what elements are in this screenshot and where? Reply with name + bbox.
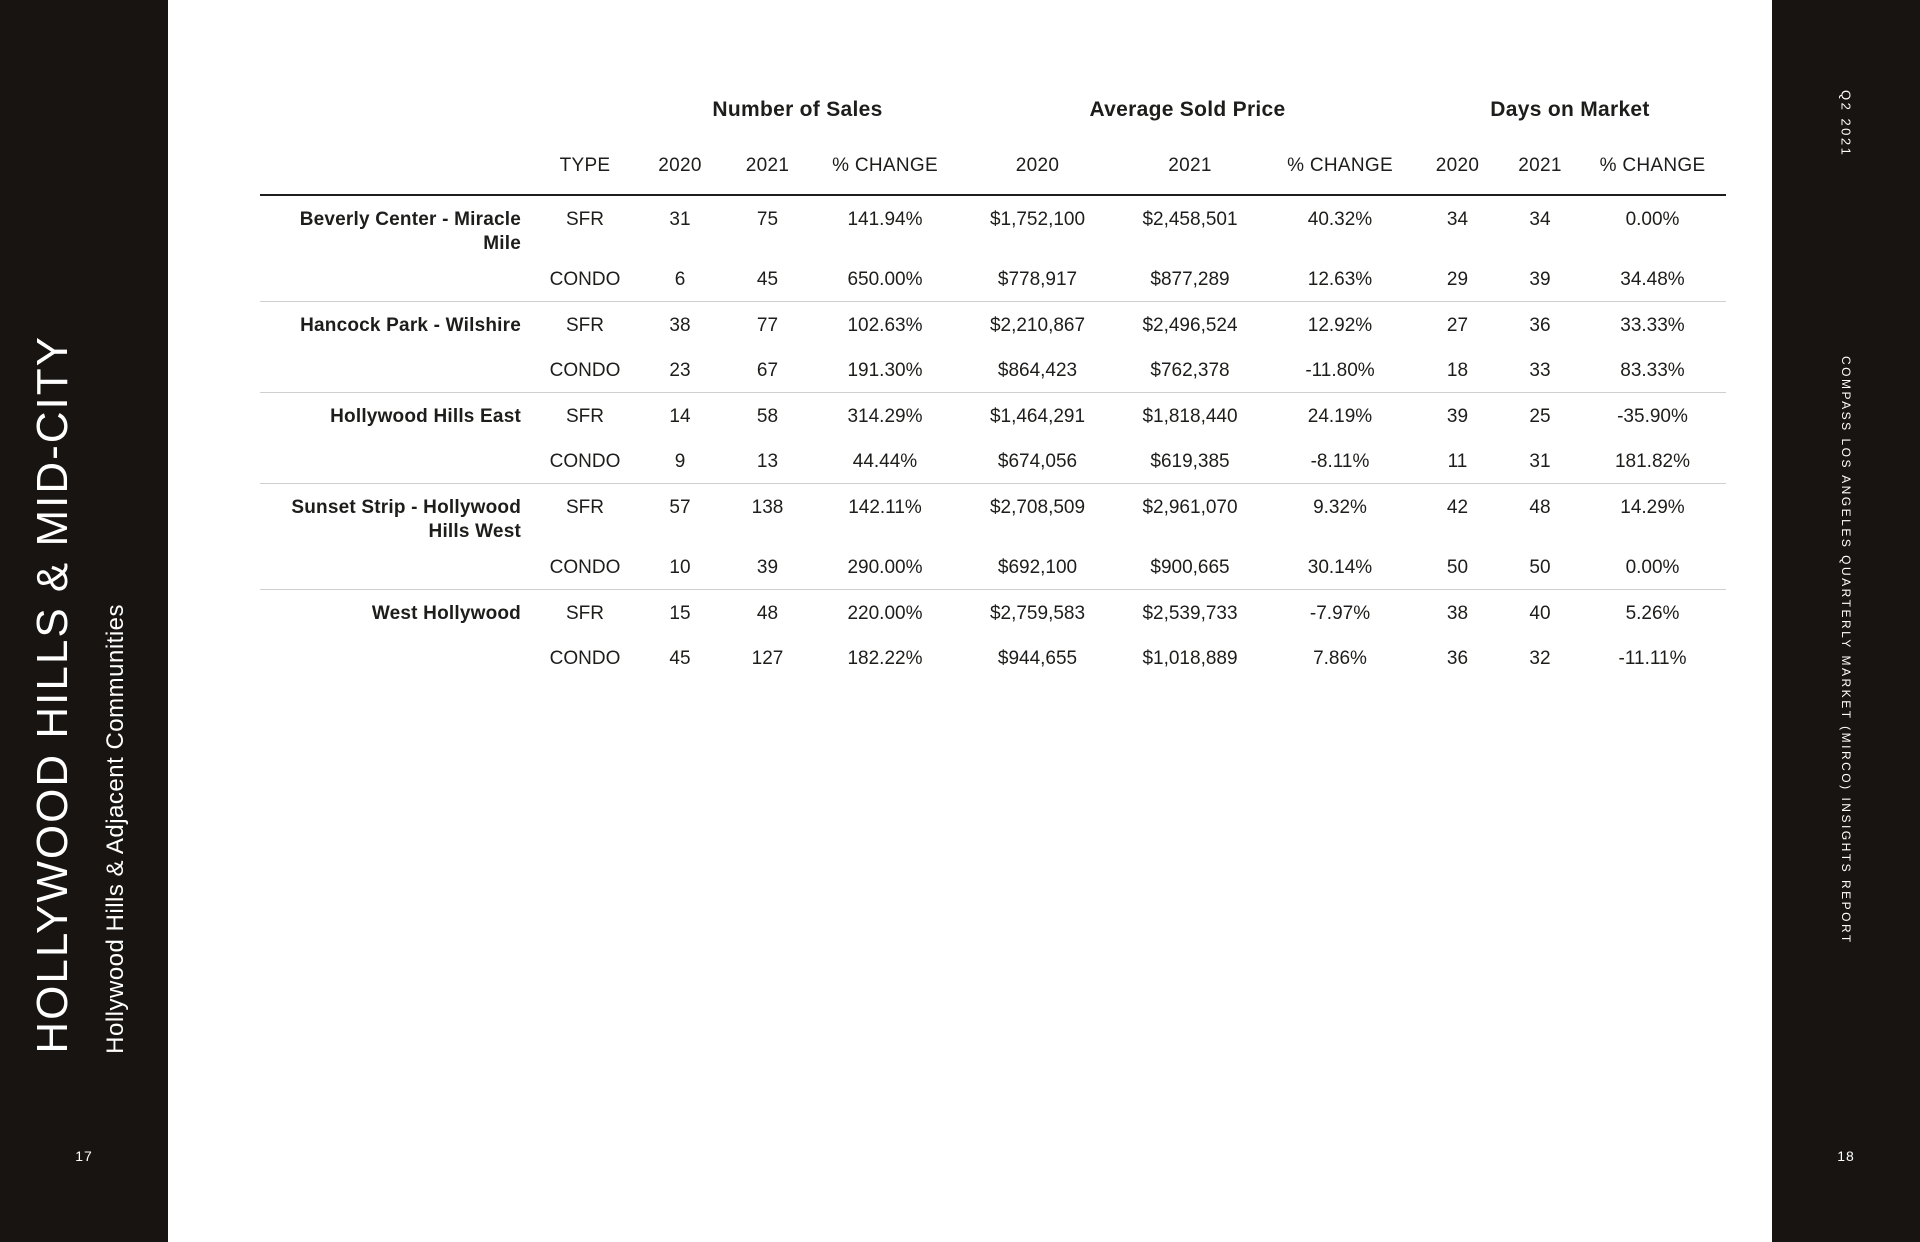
value-cell: 650.00% bbox=[847, 269, 923, 290]
value-cell: 11 bbox=[1447, 451, 1468, 472]
value-cell: $900,665 bbox=[1150, 557, 1230, 578]
section-header-average-sold-price: Average Sold Price bbox=[1089, 98, 1286, 121]
value-cell: 30.14% bbox=[1307, 557, 1373, 578]
value-cell: 7.86% bbox=[1313, 648, 1367, 669]
value-cell: 12.92% bbox=[1307, 315, 1373, 336]
value-cell: 31 bbox=[669, 209, 691, 230]
value-cell: 5.26% bbox=[1625, 603, 1680, 624]
value-cell: 18 bbox=[1446, 360, 1469, 381]
type-cell: SFR bbox=[566, 406, 604, 427]
neighborhood-label: Hancock Park - Wilshire bbox=[300, 315, 521, 336]
value-cell: 27 bbox=[1446, 315, 1469, 336]
value-cell: $1,018,889 bbox=[1142, 648, 1238, 669]
table-row bbox=[260, 438, 1726, 483]
type-cell: SFR bbox=[566, 315, 604, 336]
neighborhood-group bbox=[260, 483, 1726, 589]
neighborhood-label bbox=[260, 647, 535, 680]
neighborhood-label bbox=[260, 359, 535, 392]
column-header-type: TYPE bbox=[559, 155, 611, 176]
value-cell: 39 bbox=[1529, 269, 1551, 290]
neighborhood-label: West Hollywood bbox=[371, 603, 521, 624]
value-cell: $1,464,291 bbox=[989, 406, 1086, 427]
type-cell: CONDO bbox=[549, 451, 621, 472]
value-cell: 57 bbox=[669, 497, 691, 518]
value-cell: 48 bbox=[756, 603, 779, 624]
value-cell: 14 bbox=[669, 406, 691, 427]
column-header-price-2021: 2021 bbox=[1168, 155, 1212, 176]
value-cell: $762,378 bbox=[1150, 360, 1230, 381]
value-cell: 44.44% bbox=[852, 451, 918, 472]
value-cell: 191.30% bbox=[847, 360, 923, 381]
value-cell: 40.32% bbox=[1307, 209, 1373, 230]
column-header-price-2020: 2020 bbox=[1015, 155, 1060, 176]
value-cell: 34 bbox=[1446, 209, 1469, 230]
value-cell: $2,458,501 bbox=[1142, 209, 1238, 230]
value-cell: $944,655 bbox=[997, 648, 1078, 669]
value-cell: 33.33% bbox=[1620, 315, 1685, 336]
value-cell: 182.22% bbox=[847, 648, 923, 669]
value-cell: 39 bbox=[756, 557, 779, 578]
value-cell: 36 bbox=[1446, 648, 1469, 669]
value-cell: 9.32% bbox=[1313, 497, 1367, 518]
neighborhood-label: Sunset Strip - Hollywood Hills West bbox=[291, 497, 521, 542]
neighborhood-group bbox=[260, 392, 1726, 483]
neighborhood-group bbox=[260, 196, 1726, 301]
type-cell: SFR bbox=[566, 603, 604, 624]
section-header-number-of-sales: Number of Sales bbox=[712, 98, 883, 121]
value-cell: $692,100 bbox=[997, 557, 1078, 578]
table-body bbox=[260, 196, 1726, 680]
table-row bbox=[260, 590, 1726, 635]
value-cell: $2,961,070 bbox=[1142, 497, 1238, 518]
value-cell: $877,289 bbox=[1150, 269, 1230, 290]
value-cell: 25 bbox=[1529, 406, 1551, 427]
value-cell: $1,818,440 bbox=[1142, 406, 1238, 427]
value-cell: $2,496,524 bbox=[1142, 315, 1238, 336]
right-page-number: 18 bbox=[1837, 1148, 1855, 1164]
value-cell: $674,056 bbox=[997, 451, 1078, 472]
value-cell: -35.90% bbox=[1617, 406, 1688, 427]
value-cell: -11.80% bbox=[1305, 360, 1375, 381]
neighborhood-label: Beverly Center - Miracle Mile bbox=[299, 209, 521, 254]
market-stats-table bbox=[260, 96, 1726, 680]
value-cell: 23 bbox=[669, 360, 691, 381]
value-cell: 15 bbox=[669, 603, 691, 624]
table-row bbox=[260, 484, 1726, 544]
value-cell: 50 bbox=[1529, 557, 1551, 578]
neighborhood-group bbox=[260, 301, 1726, 392]
value-cell: 58 bbox=[756, 406, 779, 427]
table-row bbox=[260, 393, 1726, 438]
value-cell: 45 bbox=[756, 269, 779, 290]
neighborhood-label bbox=[260, 556, 535, 589]
column-header-dom-2021: 2021 bbox=[1518, 155, 1562, 176]
value-cell: 13 bbox=[756, 451, 779, 472]
value-cell: 24.19% bbox=[1307, 406, 1373, 427]
value-cell: 39 bbox=[1446, 406, 1469, 427]
value-cell: 42 bbox=[1446, 497, 1469, 518]
value-cell: $778,917 bbox=[997, 269, 1078, 290]
value-cell: 138 bbox=[751, 497, 784, 518]
value-cell: 290.00% bbox=[847, 557, 923, 578]
column-header-spacer bbox=[260, 154, 535, 178]
value-cell: 50 bbox=[1446, 557, 1469, 578]
edition-label: Q2 2021 bbox=[1838, 90, 1854, 158]
column-header-sales-2020: 2020 bbox=[658, 155, 702, 176]
value-cell: 38 bbox=[1446, 603, 1469, 624]
value-cell: 314.29% bbox=[847, 406, 923, 427]
table-row bbox=[260, 302, 1726, 347]
value-cell: 48 bbox=[1529, 497, 1551, 518]
value-cell: 9 bbox=[674, 451, 686, 472]
value-cell: 127 bbox=[751, 648, 784, 669]
right-sidebar bbox=[1772, 0, 1920, 1242]
value-cell: 142.11% bbox=[848, 497, 922, 518]
type-cell: SFR bbox=[566, 209, 604, 230]
value-cell: $864,423 bbox=[997, 360, 1078, 381]
section-header-row bbox=[260, 96, 1726, 124]
type-cell: CONDO bbox=[549, 557, 621, 578]
value-cell: 31 bbox=[1529, 451, 1551, 472]
value-cell: 77 bbox=[756, 315, 779, 336]
value-cell: 75 bbox=[756, 209, 779, 230]
column-header-row bbox=[260, 154, 1726, 196]
report-name-label: COMPASS LOS ANGELES QUARTERLY MARKET (MIRCO) INSIGHTS REPORT bbox=[1839, 356, 1853, 945]
page-subtitle: Hollywood Hills & Adjacent Communities bbox=[102, 604, 129, 1054]
value-cell: 0.00% bbox=[1625, 209, 1680, 230]
value-cell: $2,210,867 bbox=[989, 315, 1086, 336]
value-cell: -11.11% bbox=[1618, 648, 1687, 669]
column-header-price-change: % CHANGE bbox=[1287, 155, 1393, 176]
value-cell: 33 bbox=[1529, 360, 1551, 381]
table-row bbox=[260, 347, 1726, 392]
value-cell: 12.63% bbox=[1307, 269, 1373, 290]
value-cell: 6 bbox=[674, 269, 686, 290]
value-cell: 34 bbox=[1529, 209, 1551, 230]
value-cell: 0.00% bbox=[1625, 557, 1680, 578]
value-cell: 83.33% bbox=[1620, 360, 1685, 381]
value-cell: -7.97% bbox=[1309, 603, 1371, 624]
value-cell: 36 bbox=[1529, 315, 1551, 336]
value-cell: 10 bbox=[669, 557, 691, 578]
value-cell: 45 bbox=[669, 648, 691, 669]
value-cell: 220.00% bbox=[847, 603, 923, 624]
table-row bbox=[260, 196, 1726, 256]
value-cell: 141.94% bbox=[847, 209, 923, 230]
value-cell: 67 bbox=[756, 360, 779, 381]
value-cell: $2,539,733 bbox=[1142, 603, 1238, 624]
left-page-number: 17 bbox=[75, 1148, 93, 1164]
column-header-dom-change: % CHANGE bbox=[1599, 155, 1706, 176]
type-cell: CONDO bbox=[549, 360, 621, 381]
left-sidebar bbox=[0, 0, 168, 1242]
value-cell: 181.82% bbox=[1614, 451, 1690, 472]
value-cell: 14.29% bbox=[1620, 497, 1685, 518]
neighborhood-label bbox=[260, 268, 535, 301]
value-cell: 32 bbox=[1529, 648, 1551, 669]
table-row bbox=[260, 544, 1726, 589]
value-cell: 40 bbox=[1529, 603, 1551, 624]
value-cell: $1,752,100 bbox=[989, 209, 1086, 230]
value-cell: 29 bbox=[1446, 269, 1469, 290]
column-header-sales-change: % CHANGE bbox=[832, 155, 938, 176]
section-header-days-on-market: Days on Market bbox=[1490, 98, 1650, 121]
column-header-dom-2020: 2020 bbox=[1435, 155, 1480, 176]
column-header-sales-2021: 2021 bbox=[745, 155, 790, 176]
type-cell: CONDO bbox=[549, 648, 621, 669]
table-row bbox=[260, 256, 1726, 301]
neighborhood-label: Hollywood Hills East bbox=[330, 406, 521, 427]
value-cell: 34.48% bbox=[1620, 269, 1685, 290]
value-cell: -8.11% bbox=[1310, 451, 1370, 472]
value-cell: $2,759,583 bbox=[989, 603, 1086, 624]
type-cell: SFR bbox=[566, 497, 604, 518]
value-cell: $619,385 bbox=[1150, 451, 1230, 472]
neighborhood-label bbox=[260, 450, 535, 483]
value-cell: 102.63% bbox=[847, 315, 923, 336]
type-cell: CONDO bbox=[549, 269, 621, 290]
value-cell: $2,708,509 bbox=[989, 497, 1086, 518]
value-cell: 38 bbox=[669, 315, 691, 336]
table-row bbox=[260, 635, 1726, 680]
page-title: HOLLYWOOD HILLS & MID-CITY bbox=[28, 335, 77, 1054]
neighborhood-group bbox=[260, 589, 1726, 680]
